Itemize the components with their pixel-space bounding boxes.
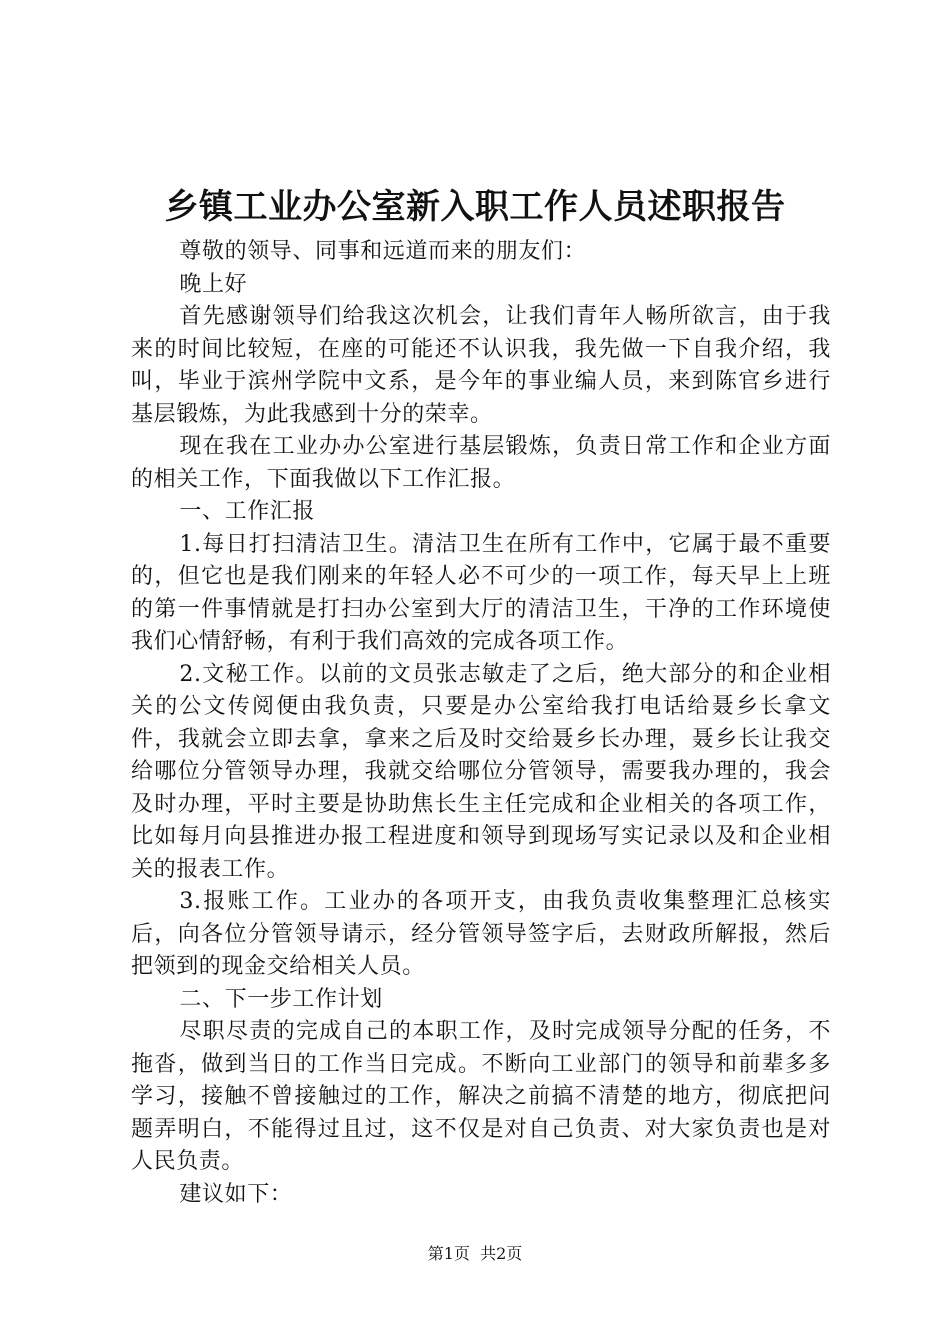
- document-title: 乡镇工业办公室新入职工作人员述职报告: [164, 187, 786, 227]
- page-total: 共2页: [480, 1244, 523, 1263]
- item-accounting-paragraph: 3.报账工作。工业办的各项开支，由我负责收集整理汇总核实后，向各位分管领导请示，经分管领导签字后，去财政所解报，然后把领到的现金交给相关人员。: [131, 889, 831, 979]
- section-heading-next-plan: 二、下一步工作计划: [179, 986, 383, 1012]
- greeting-line: 晚上好: [179, 271, 248, 297]
- suggestions-paragraph: 建议如下：: [179, 1181, 293, 1207]
- document-body: [131, 236, 831, 1211]
- footer-spacer: [470, 1244, 480, 1263]
- greeting-paragraph: 尊敬的领导、同事和远道而来的朋友们：: [179, 239, 587, 264]
- section-heading-work-report: 一、工作汇报: [179, 499, 315, 524]
- plan-paragraph: 尽职尽责的完成自己的本职工作，及时完成领导分配的任务，不拖沓，做到当日的工作当日完成。不断向工业部门的领导和前辈多多学习，接触不曾接触过的工作，解决之前搞不清楚的地方，彻底把问题弄明白，不能得过且过，这不仅是对自己负责、对大家负责也是对人民负责。: [131, 1019, 831, 1174]
- item-secretary-paragraph: 2.文秘工作。以前的文员张志敏走了之后，绝大部分的和企业相关的公文传阅便由我负责，只要是办公室给我打电话给聂乡长拿文件，我就会立即去拿，拿来之后及时交给聂乡长办理，聂乡长让我交给哪位分管领导办理，我就交给哪位分管领导，需要我办理的，我会及时办理，平时主要是协助焦长生主任完成和企业相关的各项工作，比如每月向县推进办报工程进度和领导到现场写实记录以及和企业相关的报表工作。: [131, 661, 831, 882]
- intro-paragraph: 首先感谢领导们给我这次机会，让我们青年人畅所欲言，由于我来的时间比较短，在座的可能还不认识我，我先做一下自我介绍，我叫，毕业于滨州学院中文系，是今年的事业编人员，来到陈官乡进行基层锻炼，为此我感到十分的荣幸。: [131, 304, 831, 427]
- page-number: 第1页: [427, 1244, 470, 1263]
- duties-paragraph: 现在我在工业办办公室进行基层锻炼，负责日常工作和企业方面的相关工作，下面我做以下工作汇报。: [131, 434, 831, 492]
- item-cleaning-paragraph: 1.每日打扫清洁卫生。清洁卫生在所有工作中，它属于最不重要的，但它也是我们刚来的年轻人必不可少的一项工作，每天早上上班的第一件事情就是打扫办公室到大厅的清洁卫生，干净的工作环境使我们心情舒畅，有利于我们高效的完成各项工作。: [131, 531, 831, 654]
- page-footer: [0, 1242, 950, 1266]
